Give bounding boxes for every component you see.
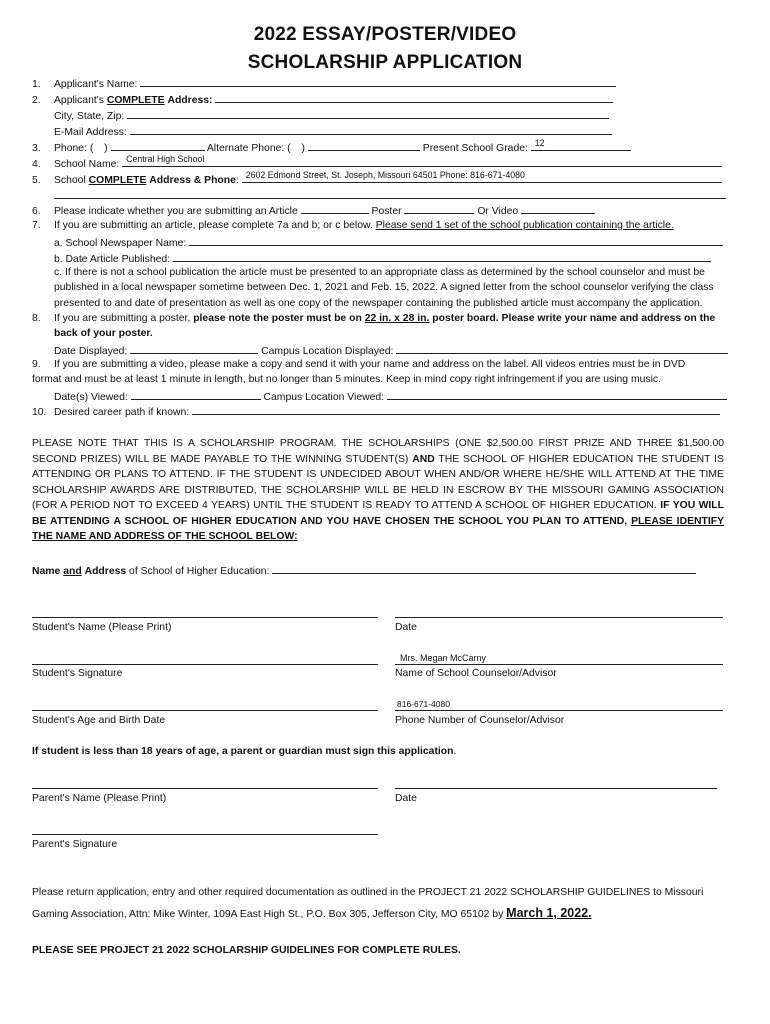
paren: ) — [301, 143, 305, 154]
career-path-row — [32, 404, 726, 420]
article-instructions: If you are submitting an article, please complete 7a and b; or c below. — [54, 220, 373, 231]
scholarship-notice — [32, 436, 724, 545]
counselor-phone-line[interactable] — [395, 710, 723, 711]
article-c-text: presented to and date of presentation as well as one copy of the newspaper containing the published article must accompany the application. — [54, 298, 703, 309]
school-address-row — [32, 172, 726, 188]
period: . — [453, 746, 457, 757]
date-line-2[interactable] — [395, 788, 717, 789]
deadline-date: March 1, 2022. — [506, 906, 592, 920]
applicant-address-field[interactable] — [215, 92, 613, 103]
article-send-note: Please send 1 set of the school publication containing the article. — [375, 220, 674, 231]
alt-phone-field[interactable] — [308, 140, 420, 151]
video-instructions-row — [32, 358, 726, 372]
city-field[interactable] — [127, 108, 609, 119]
video-text: If you are submitting a video, please make a copy and send it with your name and address on the label. All videos entries must be in DVD — [54, 359, 686, 370]
campus-displayed-field[interactable] — [396, 343, 728, 354]
parent-name-line[interactable] — [32, 788, 378, 789]
email-field[interactable] — [130, 124, 612, 135]
email-label: E-Mail Address: — [54, 127, 127, 138]
school-address-label: School — [54, 175, 86, 186]
school-address-value: 2602 Edmond Street, St. Joseph, Missouri 64501 Phone: 816-671-4080 — [245, 170, 525, 180]
item-number: 10. — [32, 407, 47, 418]
higher-ed-label: of School of Higher Education: — [129, 566, 270, 577]
article-c-line3 — [32, 297, 726, 311]
newspaper-name-row — [32, 235, 726, 251]
date-displayed-field[interactable] — [130, 343, 258, 354]
item-number: 7. — [32, 220, 41, 231]
notice-identify: PLEASE IDENTIFY THE NAME AND ADDRESS OF THE SCHOOL BELOW: — [32, 515, 725, 542]
newspaper-name-label: a. School Newspaper Name: — [54, 238, 187, 249]
date-label-1: Date — [395, 622, 417, 633]
school-address-field[interactable] — [242, 172, 722, 183]
item-number: 2. — [32, 95, 41, 106]
applicant-address-row — [32, 92, 726, 108]
campus-displayed-label: Campus Location Displayed: — [261, 346, 394, 357]
applicant-address-label: Applicant's — [54, 95, 104, 106]
counselor-name-value: Mrs. Megan McCarny — [400, 653, 487, 663]
date-published-row — [32, 251, 726, 267]
campus-viewed-field[interactable] — [387, 389, 727, 400]
student-name-line[interactable] — [32, 617, 378, 618]
article-c-line1 — [32, 266, 726, 280]
article-c-text: published in a local newspaper sometime between Dec. 1, 2021 and Feb. 15, 2022. A signed letter from the school counselor verifying the class — [54, 282, 714, 293]
article-field[interactable] — [301, 203, 369, 214]
student-signature-line[interactable] — [32, 664, 378, 665]
form-title-line1: 2022 ESSAY/POSTER/VIDEO — [253, 24, 517, 45]
item-number: 3. — [32, 143, 41, 154]
minor-note — [32, 746, 456, 757]
applicant-name-field[interactable] — [140, 76, 616, 87]
video-text: format and must be at least 1 minute in length, but no longer than 5 minutes. Keep in mind copy right infringement if you are using music. — [32, 374, 661, 385]
item-number: 9. — [32, 359, 41, 370]
school-name-field[interactable] — [122, 156, 722, 167]
higher-ed-name: Name — [32, 566, 61, 577]
address-phone-label: Address & Phone — [149, 175, 236, 186]
complete-emphasis: COMPLETE — [88, 175, 147, 186]
parent-name-label: Parent's Name (Please Print) — [32, 793, 167, 804]
submission-type-row — [32, 203, 726, 219]
counselor-name-label: Name of School Counselor/Advisor — [395, 668, 557, 679]
video-field[interactable] — [521, 203, 595, 214]
age-birth-label: Student's Age and Birth Date — [32, 715, 166, 726]
poster-bold-text: poster board. Please write your name and address on the — [432, 313, 716, 324]
email-row — [32, 124, 726, 140]
complete-emphasis: COMPLETE — [106, 95, 165, 106]
career-path-field[interactable] — [192, 404, 720, 415]
paren: ) — [104, 143, 108, 154]
date-viewed-label: Date(s) Viewed: — [54, 392, 128, 403]
date-viewed-field[interactable] — [131, 389, 261, 400]
notice-and: AND — [412, 453, 435, 465]
newspaper-name-field[interactable] — [189, 235, 723, 246]
campus-viewed-label: Campus Location Viewed: — [263, 392, 385, 403]
notice-text: PLEASE NOTE THAT THIS IS A SCHOLARSHIP PROGRAM. THE SCHOLARSHIPS (ONE $2,500.00 FIRST PRIZE AND THREE $1,500.00 SECOND PRIZES) WILL BE MADE PAYABLE TO THE WINNING STUDENT(S) — [32, 438, 724, 465]
article-c-line2 — [32, 281, 726, 295]
guidelines-note — [32, 944, 726, 958]
applicant-name-row — [32, 76, 726, 92]
counselor-phone-value: 816-671-4080 — [397, 699, 450, 709]
poster-text: If you are submitting a poster, — [54, 313, 191, 324]
student-name-label: Student's Name (Please Print) — [32, 622, 172, 633]
article-c-text: c. If there is not a school publication the article must be presented to an appropriate class as determined by the school counselor and must be — [54, 267, 705, 278]
submission-type-label: Please indicate whether you are submitting an Article — [54, 206, 298, 217]
date-displayed-label: Date Displayed: — [54, 346, 128, 357]
article-instructions-row — [32, 219, 726, 233]
video-label: Or Video — [477, 206, 519, 217]
school-name-label: School Name: — [54, 159, 120, 170]
poster-bold-text: back of your poster. — [54, 328, 153, 339]
applicant-name-label: Applicant's Name: — [54, 79, 138, 90]
minor-note-text: If student is less than 18 years of age, a parent or guardian must sign this application — [32, 746, 454, 757]
poster-label: Poster — [371, 206, 402, 217]
video-format-row — [32, 373, 726, 387]
date-published-field[interactable] — [173, 251, 711, 262]
date-published-label: b. Date Article Published: — [54, 254, 171, 265]
return-text: Please return application, entry and other required documentation as outlined in the PROJECT 21 2022 SCHOLARSHIP GUIDELINES to Missouri — [32, 887, 704, 898]
return-instructions-line2 — [32, 906, 726, 922]
item-number: 5. — [32, 175, 41, 186]
school-address-field-line2[interactable] — [54, 198, 726, 199]
city-label: City, State, Zip: — [54, 111, 125, 122]
parent-signature-label: Parent's Signature — [32, 839, 118, 850]
higher-ed-address: Address — [84, 566, 127, 577]
student-signature-label: Student's Signature — [32, 668, 123, 679]
notice-text: THE SCHOOL OF HIGHER EDUCATION THE STUDENT IS ATTENDING OR PLANS TO ATTEND. IF THE STUDENT IS UNDECIDED ABOUT WHEN AND/OR WHERE HE/SHE WILL ATTEND AT THE TIME SCHOLARSHIP AWARDS ARE DISTRIBUTED, THE SCHOLARSHIP WILL BE HELD IN ESCROW BY THE MISSOURI GAMING ASSOCIATION (FOR A PERIOD NOT TO EXCEED 4 YEARS) UNTIL THE STUDENT IS READY TO ATTEND A SCHOOL OF HIGHER EDUCATION. — [32, 453, 724, 511]
grade-field[interactable] — [531, 140, 631, 151]
school-name-value: Central High School — [126, 154, 205, 164]
notice-bold-text: IF YOU WILL BE ATTENDING A SCHOOL OF HIGHER EDUCATION AND YOU HAVE CHOSEN THE SCHOOL YOU PLAN TO ATTEND, — [32, 500, 725, 527]
age-birth-line[interactable] — [32, 710, 378, 711]
grade-value: 12 — [534, 138, 545, 148]
video-viewed-row — [32, 389, 726, 405]
date-label-2: Date — [395, 793, 417, 804]
city-row — [32, 108, 726, 124]
colon: : — [235, 175, 239, 186]
poster-size: 22 in. x 28 in. — [364, 313, 430, 324]
higher-ed-field[interactable] — [272, 563, 696, 574]
item-number: 8. — [32, 313, 41, 324]
item-number: 1. — [32, 79, 41, 90]
return-text: Gaming Association, Attn: Mike Winter, 109A East High St., P.O. Box 305, Jefferson City, MO 65102 by — [32, 909, 504, 920]
address-label: Address: — [167, 95, 213, 106]
parent-signature-line[interactable] — [32, 834, 378, 835]
counselor-name-line[interactable] — [395, 664, 723, 665]
return-instructions-line1 — [32, 886, 726, 900]
alt-phone-label: Alternate Phone: ( — [206, 143, 291, 154]
poster-display-row — [32, 343, 726, 359]
poster-instructions-row — [32, 312, 726, 326]
date-line-1[interactable] — [395, 617, 723, 618]
counselor-phone-label: Phone Number of Counselor/Advisor — [395, 715, 565, 726]
phone-label: Phone: ( — [54, 143, 94, 154]
poster-field[interactable] — [404, 203, 474, 214]
poster-back-row — [32, 327, 726, 341]
grade-label: Present School Grade: — [422, 143, 528, 154]
item-number: 4. — [32, 159, 41, 170]
form-title-line2: SCHOLARSHIP APPLICATION — [247, 52, 523, 73]
guidelines-text: PLEASE SEE PROJECT 21 2022 SCHOLARSHIP GUIDELINES FOR COMPLETE RULES. — [32, 945, 461, 956]
higher-ed-row — [32, 563, 726, 579]
phone-field[interactable] — [111, 140, 205, 151]
poster-bold-text: please note the poster must be on — [193, 313, 362, 324]
higher-ed-and: and — [63, 566, 82, 577]
item-number: 6. — [32, 206, 41, 217]
career-path-label: Desired career path if known: — [54, 407, 190, 418]
